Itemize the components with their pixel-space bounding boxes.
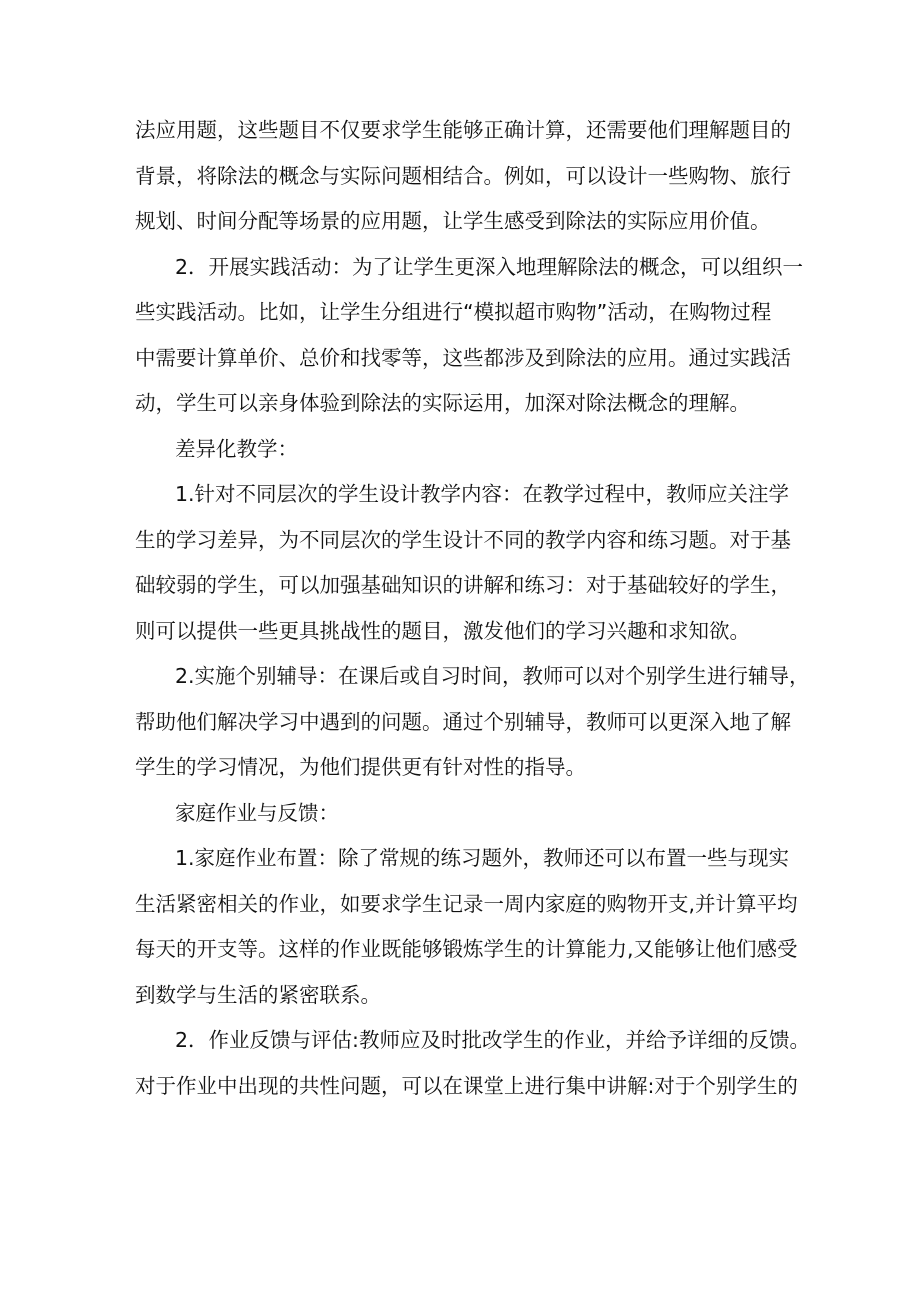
text-line: 规划、时间分配等场景的应用题，让学生感受到除法的实际应用价值。 [135, 209, 771, 233]
text-line: 生的学习差异，为不同层次的学生设计不同的教学内容和练习题。对于基 [135, 527, 791, 552]
text-line: 帮助他们解决学习中遇到的问题。通过个别辅导，教师可以更深入地了解 [135, 709, 791, 734]
text-line: 学生的学习情况，为他们提供更有针对性的指导。 [135, 755, 586, 779]
text-line: 动，学生可以亲身体验到除法的实际运用，加深对除法概念的理解。 [135, 391, 750, 415]
text-line: 些实践活动。比如，让学生分组进行“模拟超市购物”活动，在购物过程 [135, 300, 772, 324]
text-line: 每天的开支等。这样的作业既能够锻炼学生的计算能力,又能够让他们感受 [135, 937, 798, 961]
paragraph-start-line: 2．开展实践活动：为了让学生更深入地理解除法的概念，可以组织一 [175, 254, 804, 279]
paragraph-start-line: 2.实施个别辅导：在课后或自习时间，教师可以对个别学生进行辅导， [175, 664, 810, 688]
text-line: 生活紧密相关的作业，如要求学生记录一周内家庭的购物开支,并计算平均 [135, 891, 798, 916]
text-line: 对于作业中出现的共性问题，可以在课堂上进行集中讲解:对于个别学生的 [135, 1073, 798, 1098]
text-line: 中需要计算单价、总价和找零等，这些都涉及到除法的应用。通过实践活 [135, 345, 791, 370]
paragraph-start-line: 1.针对不同层次的学生设计教学内容：在教学过程中，教师应关注学 [175, 482, 790, 506]
text-line: 背景，将除法的概念与实际问题相结合。例如，可以设计一些购物、旅行 [135, 163, 791, 188]
text-line: 础较弱的学生，可以加强基础知识的讲解和练习：对于基础较好的学生， [135, 573, 791, 597]
paragraph-start-line: 2．作业反馈与评估:教师应及时批改学生的作业，并给予详细的反馈。 [175, 1028, 810, 1052]
document-body [135, 108, 810, 1109]
text-line: 则可以提供一些更具挑战性的题目，激发他们的学习兴趣和求知欲。 [135, 618, 750, 643]
section-heading: 差异化教学： [175, 436, 298, 461]
paragraph-start-line: 1.家庭作业布置：除了常规的练习题外，教师还可以布置一些与现实 [175, 846, 790, 870]
text-line: 法应用题，这些题目不仅要求学生能够正确计算，还需要他们理解题目的 [135, 118, 791, 142]
section-heading: 家庭作业与反馈： [175, 800, 339, 825]
text-line: 到数学与生活的紧密联系。 [135, 982, 381, 1007]
